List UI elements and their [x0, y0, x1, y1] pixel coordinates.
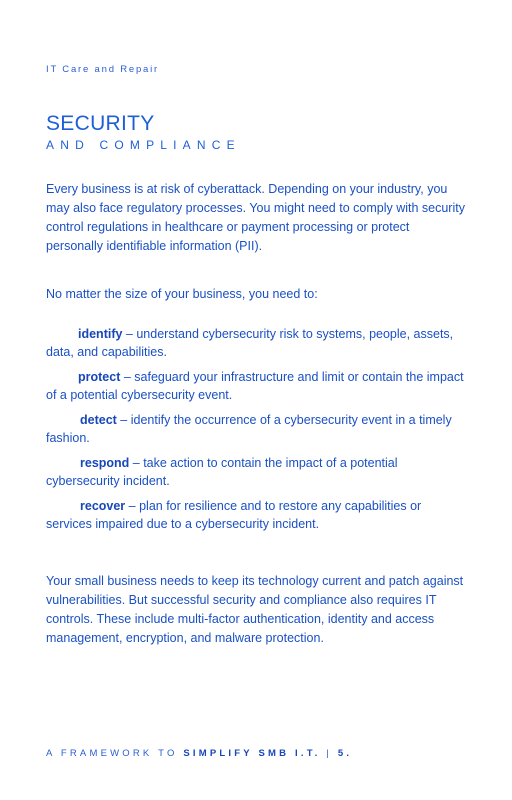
framework-term: recover [80, 499, 126, 513]
framework-description: – understand cybersecurity risk to systems, people, assets, data, and capabilities. [46, 327, 454, 359]
running-header: IT Care and Repair [46, 64, 160, 75]
framework-item-detect [46, 412, 466, 447]
page-number: 5. [337, 748, 353, 759]
page-title: SECURITY [46, 112, 155, 135]
framework-item-identify [46, 326, 466, 361]
lead-in-paragraph: No matter the size of your business, you need to: [46, 287, 318, 301]
framework-term: identify [78, 327, 123, 341]
footer-emphasis: SIMPLIFY SMB I.T. [183, 748, 321, 759]
intro-paragraph: Every business is at risk of cyberattack. Depending on your industry, you may also face regulatory processes. You might need to comply with security control regulations in healthcare or payment processing or protect personally identifiable information (PII). [46, 182, 465, 253]
framework-description: – safeguard your infrastructure and limit or contain the impact of a potential cybersecurity event. [46, 370, 464, 402]
footer-prefix: A FRAMEWORK TO [46, 748, 184, 759]
framework-item-respond [46, 455, 466, 490]
closing-paragraph: Your small business needs to keep its technology current and patch against vulnerabilities. But successful security and compliance also requires IT controls. These include multi-factor authentication, identity and access management, encryption, and malware protection. [46, 574, 464, 645]
framework-item-protect [46, 369, 466, 404]
framework-term: respond [80, 456, 130, 470]
page-subtitle: AND COMPLIANCE [46, 138, 241, 152]
framework-item-recover [46, 498, 466, 533]
framework-term: protect [78, 370, 121, 384]
framework-description: – plan for resilience and to restore any capabilities or services impaired due to a cybersecurity incident. [46, 499, 422, 531]
footer-separator: | [320, 748, 338, 759]
page-footer [46, 748, 352, 759]
framework-description: – identify the occurrence of a cybersecurity event in a timely fashion. [46, 413, 452, 445]
framework-description: – take action to contain the impact of a potential cybersecurity incident. [46, 456, 398, 488]
framework-term: detect [80, 413, 117, 427]
